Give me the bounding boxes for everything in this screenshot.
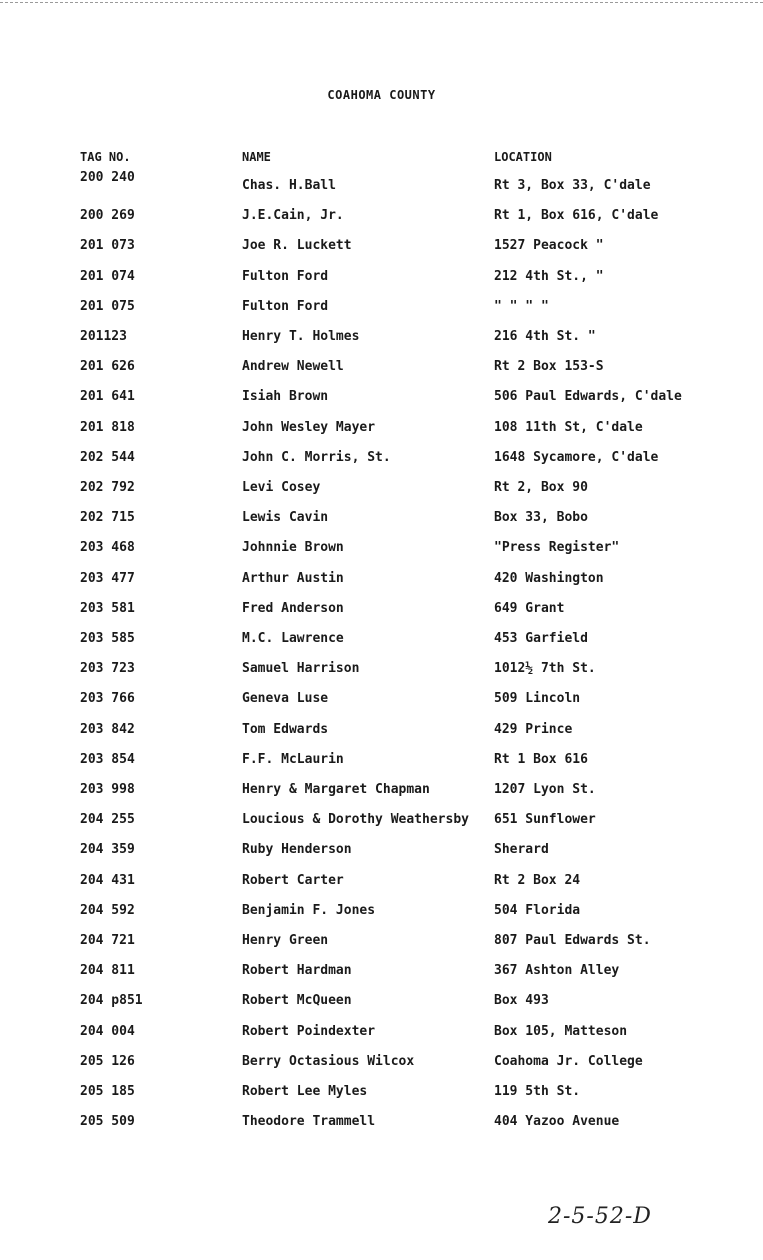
row-location: 1207 Lyon St. bbox=[494, 782, 596, 797]
row-tag-no: 203 854 bbox=[80, 751, 135, 767]
row-name: Henry T. Holmes bbox=[242, 329, 360, 344]
row-location: 1012½ 7th St. bbox=[494, 661, 596, 677]
page-title: COAHOMA COUNTY bbox=[327, 88, 436, 102]
row-location: Rt 2 Box 24 bbox=[494, 872, 581, 888]
row-tag-no: 204 811 bbox=[80, 963, 135, 979]
row-location: 108 11th St, C'dale bbox=[494, 419, 643, 435]
row-name: Robert Lee Myles bbox=[242, 1084, 368, 1099]
row-tag-no: 204 359 bbox=[80, 842, 135, 858]
row-location: 807 Paul Edwards St. bbox=[494, 933, 651, 948]
row-location: Rt 1 Box 616 bbox=[494, 751, 588, 767]
row-name: Henry & Margaret Chapman bbox=[242, 782, 430, 797]
row-name: Arthur Austin bbox=[242, 570, 344, 586]
row-tag-no: 202 715 bbox=[80, 510, 135, 526]
row-tag-no: 204 255 bbox=[80, 812, 135, 828]
row-location: 453 Garfield bbox=[494, 631, 588, 646]
row-tag-no: 201 073 bbox=[80, 238, 135, 254]
row-location: Rt 2 Box 153-S bbox=[494, 359, 604, 375]
row-location: 509 Lincoln bbox=[494, 691, 581, 707]
row-tag-no: 203 998 bbox=[80, 782, 135, 797]
row-name: Andrew Newell bbox=[242, 359, 344, 375]
row-location: 212 4th St., " bbox=[494, 268, 604, 284]
row-tag-no: 201 641 bbox=[80, 389, 135, 405]
row-tag-no: 201 074 bbox=[80, 268, 135, 284]
row-name: Joe R. Luckett bbox=[242, 238, 352, 254]
row-tag-no: 204 431 bbox=[80, 872, 135, 888]
row-tag-no: 201 626 bbox=[80, 359, 135, 375]
row-location: " " " " bbox=[494, 298, 549, 314]
row-location: 1527 Peacock " bbox=[494, 238, 604, 254]
row-name: Fred Anderson bbox=[242, 600, 344, 616]
row-tag-no: 203 477 bbox=[80, 570, 135, 586]
row-location: 429 Prince bbox=[494, 721, 573, 737]
row-name: Robert McQueen bbox=[242, 993, 352, 1009]
row-name: Isiah Brown bbox=[242, 389, 329, 405]
row-name: Loucious & Dorothy Weathersby bbox=[242, 812, 469, 828]
header-location: LOCATION bbox=[494, 150, 552, 164]
row-name: Geneva Luse bbox=[242, 691, 329, 707]
row-tag-no: 204 004 bbox=[80, 1023, 135, 1039]
row-name: Robert Poindexter bbox=[242, 1023, 376, 1039]
row-tag-no: 203 766 bbox=[80, 691, 135, 707]
row-name: F.F. McLaurin bbox=[242, 751, 344, 767]
row-name: Johnnie Brown bbox=[242, 540, 344, 556]
row-tag-no: 205 185 bbox=[80, 1084, 135, 1099]
row-location: 367 Ashton Alley bbox=[494, 963, 620, 979]
header-tag-no: TAG NO. bbox=[80, 150, 131, 164]
row-location: Rt 3, Box 33, C'dale bbox=[494, 178, 651, 193]
row-location: 649 Grant bbox=[494, 600, 565, 616]
row-name: Benjamin F. Jones bbox=[242, 902, 376, 918]
row-tag-no: 204 592 bbox=[80, 902, 135, 918]
row-name: Fulton Ford bbox=[242, 298, 329, 314]
row-tag-no: 200 269 bbox=[80, 208, 135, 224]
row-location: Box 105, Matteson bbox=[494, 1023, 628, 1039]
row-name: John Wesley Mayer bbox=[242, 419, 376, 435]
row-tag-no: 201123 bbox=[80, 329, 127, 344]
row-location: Sherard bbox=[494, 842, 549, 858]
row-tag-no: 200 240 bbox=[80, 170, 135, 185]
row-tag-no: 202 544 bbox=[80, 449, 135, 465]
row-location: 504 Florida bbox=[494, 902, 581, 918]
row-tag-no: 203 842 bbox=[80, 721, 135, 737]
handwritten-note: 2-5-52-D bbox=[548, 1204, 652, 1229]
row-location: 651 Sunflower bbox=[494, 812, 596, 828]
row-name: Henry Green bbox=[242, 933, 329, 948]
row-location: 420 Washington bbox=[494, 570, 604, 586]
row-tag-no: 203 723 bbox=[80, 661, 135, 677]
row-location: Rt 2, Box 90 bbox=[494, 480, 588, 495]
row-location: 216 4th St. " bbox=[494, 329, 596, 344]
row-location: 506 Paul Edwards, C'dale bbox=[494, 389, 682, 405]
row-name: Fulton Ford bbox=[242, 268, 329, 284]
top-dashed-rule bbox=[0, 2, 763, 3]
row-name: M.C. Lawrence bbox=[242, 631, 344, 646]
row-location: Rt 1, Box 616, C'dale bbox=[494, 208, 659, 224]
header-name: NAME bbox=[242, 150, 271, 164]
row-tag-no: 203 468 bbox=[80, 540, 135, 556]
row-location: Coahoma Jr. College bbox=[494, 1053, 643, 1069]
row-name: Samuel Harrison bbox=[242, 661, 360, 677]
row-location: 1648 Sycamore, C'dale bbox=[494, 449, 659, 465]
row-location: "Press Register" bbox=[494, 540, 620, 556]
row-location: Box 493 bbox=[494, 993, 549, 1009]
row-name: Tom Edwards bbox=[242, 721, 329, 737]
row-name: Lewis Cavin bbox=[242, 510, 329, 526]
row-name: Robert Carter bbox=[242, 872, 344, 888]
row-name: Ruby Henderson bbox=[242, 842, 352, 858]
row-tag-no: 204 p851 bbox=[80, 993, 143, 1009]
row-location: 119 5th St. bbox=[494, 1084, 581, 1099]
row-name: John C. Morris, St. bbox=[242, 449, 391, 465]
row-tag-no: 201 075 bbox=[80, 298, 135, 314]
row-tag-no: 205 509 bbox=[80, 1114, 135, 1130]
row-location: 404 Yazoo Avenue bbox=[494, 1114, 620, 1130]
row-tag-no: 204 721 bbox=[80, 933, 135, 948]
row-name: J.E.Cain, Jr. bbox=[242, 208, 344, 224]
row-tag-no: 203 585 bbox=[80, 631, 135, 646]
row-tag-no: 201 818 bbox=[80, 419, 135, 435]
row-name: Levi Cosey bbox=[242, 480, 321, 495]
row-name: Chas. H.Ball bbox=[242, 178, 336, 193]
row-tag-no: 203 581 bbox=[80, 600, 135, 616]
row-name: Robert Hardman bbox=[242, 963, 352, 979]
row-name: Berry Octasious Wilcox bbox=[242, 1053, 415, 1069]
row-location: Box 33, Bobo bbox=[494, 510, 588, 526]
row-tag-no: 202 792 bbox=[80, 480, 135, 495]
row-tag-no: 205 126 bbox=[80, 1053, 135, 1069]
row-name: Theodore Trammell bbox=[242, 1114, 376, 1130]
